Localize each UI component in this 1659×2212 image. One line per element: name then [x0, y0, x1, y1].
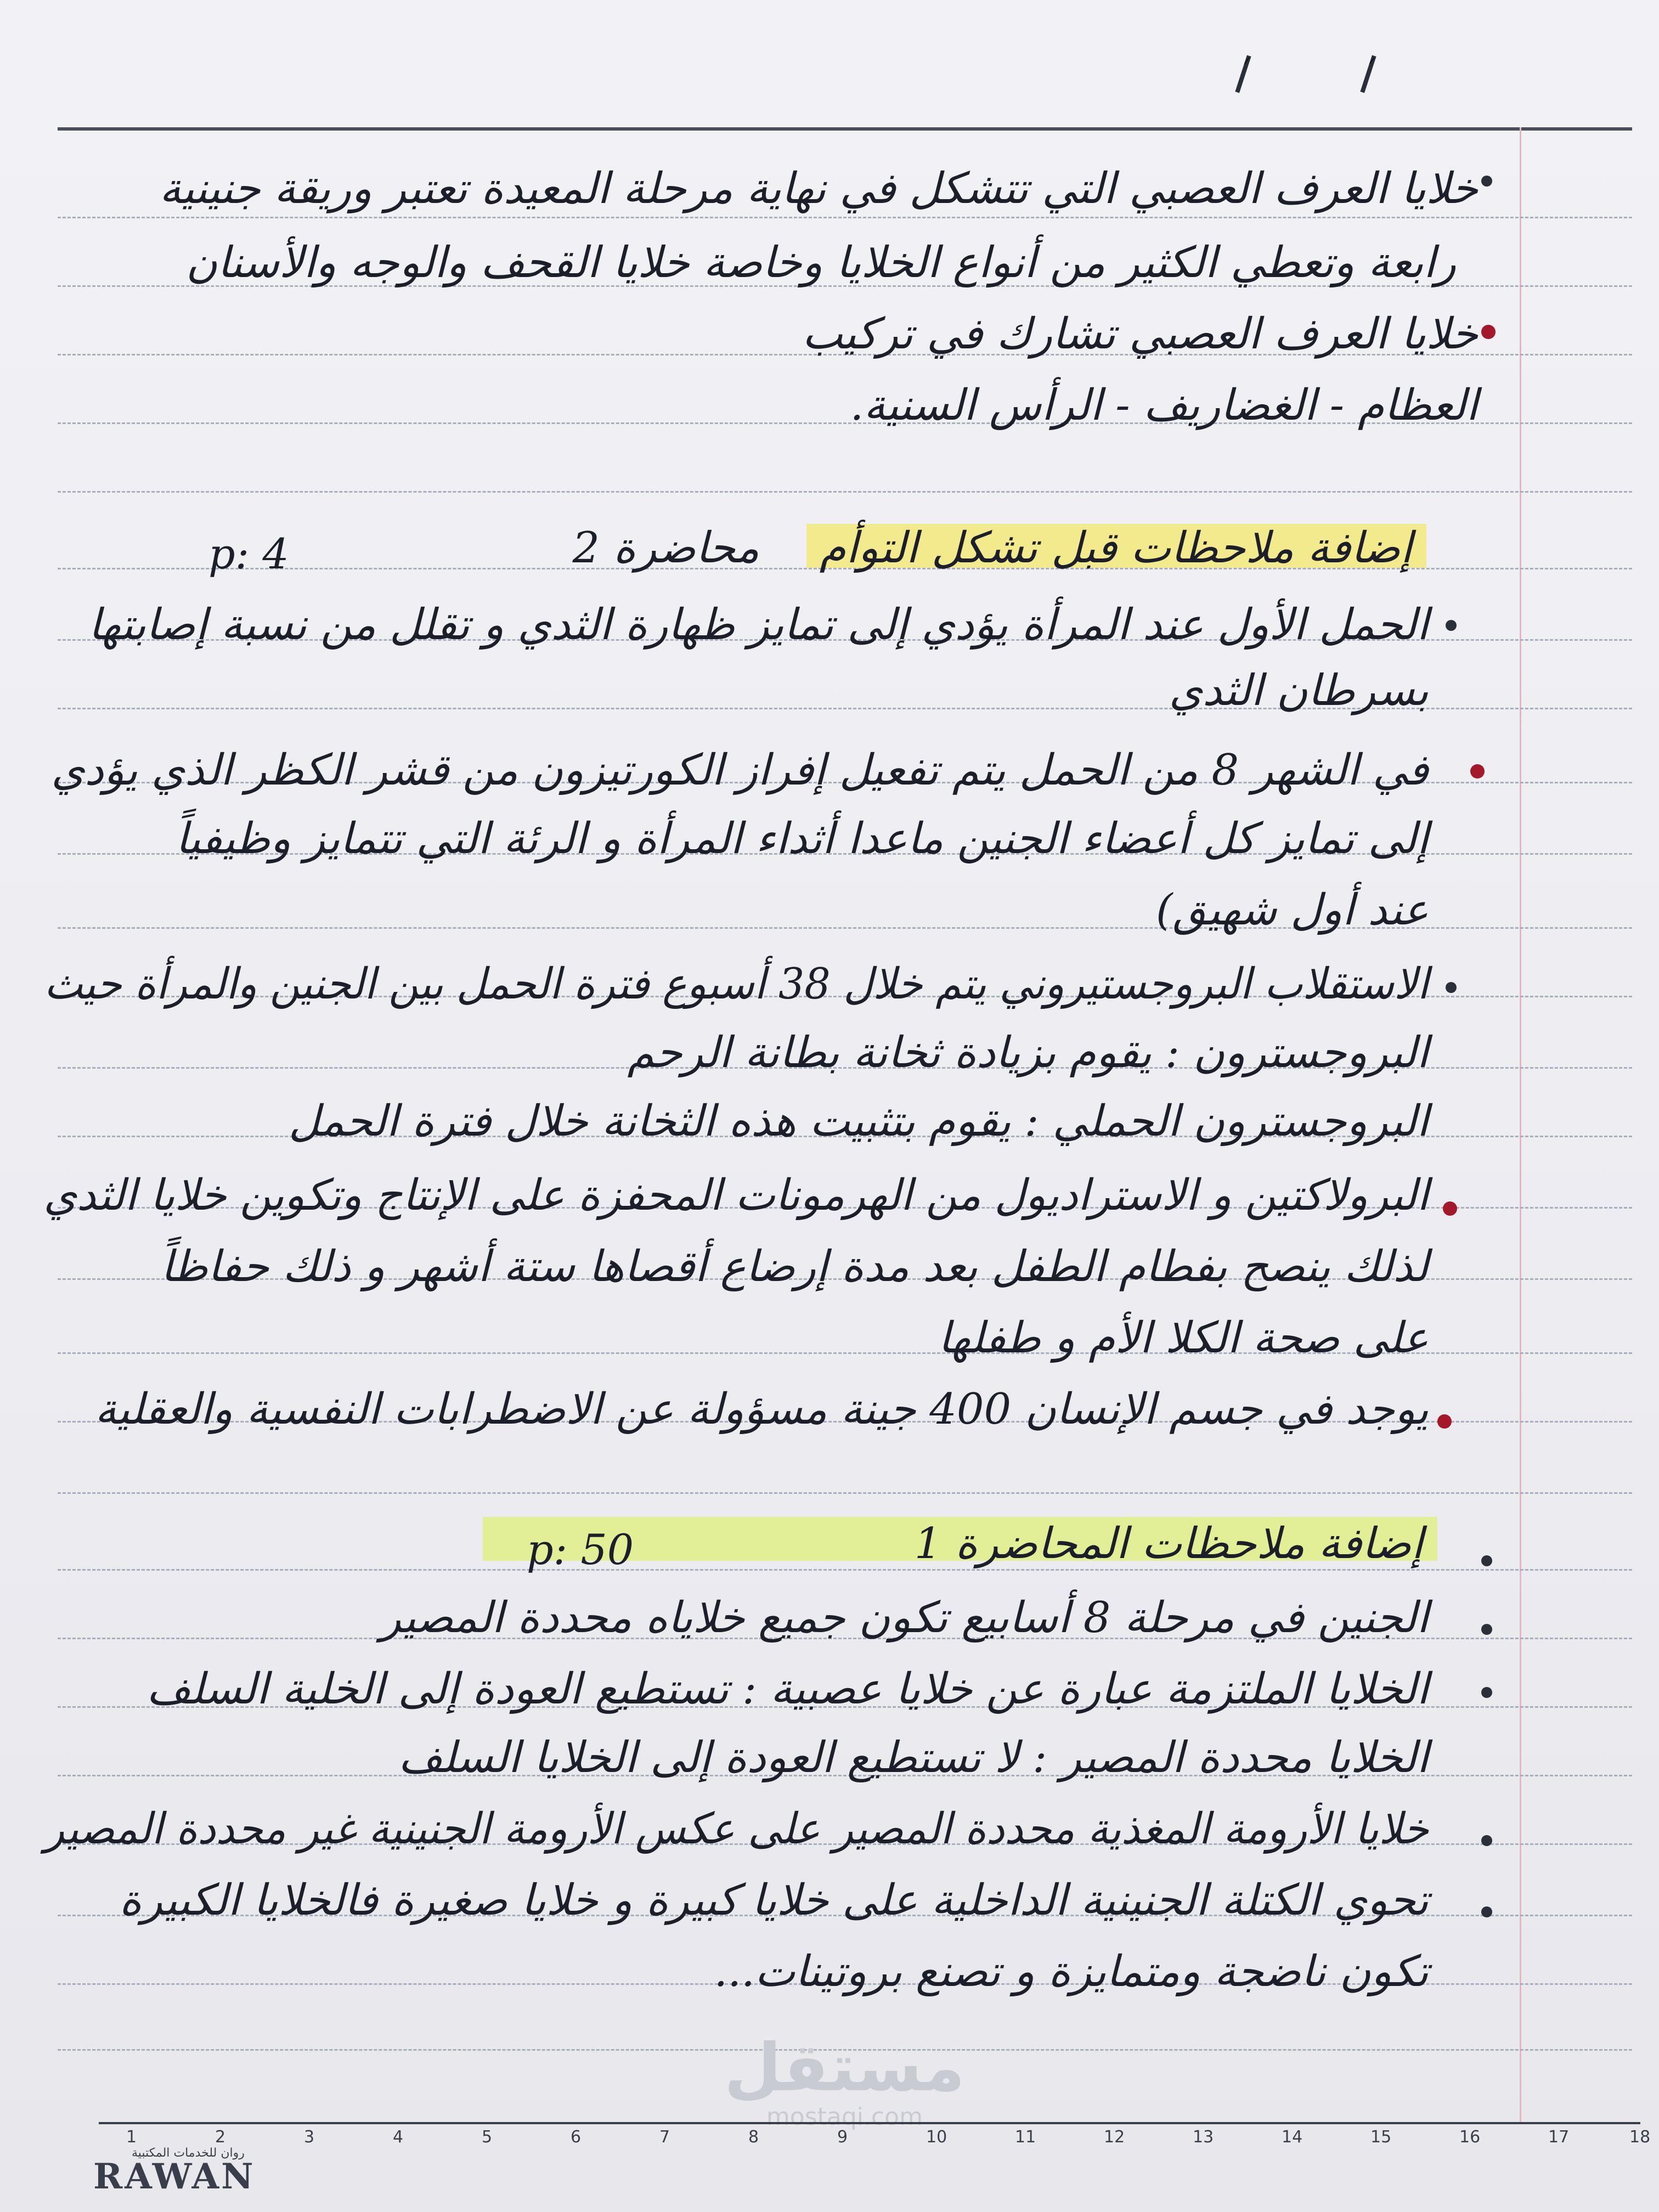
page-reference: p: 50 — [527, 1525, 634, 1574]
note-line: البروجسترون : يقوم بزيادة ثخانة بطانة الرحم — [627, 1028, 1429, 1077]
section-title: إضافة ملاحظات المحاضرة 1 — [914, 1519, 1423, 1568]
bullet-dot — [1481, 1624, 1492, 1635]
bottom-ruler — [99, 2122, 1640, 2146]
tick-mark: / — [1235, 55, 1251, 93]
ruler-number: 7 — [659, 2128, 670, 2147]
bullet-dot — [1437, 1414, 1452, 1429]
ruler-number: 6 — [571, 2128, 582, 2147]
bullet-dot — [1481, 1555, 1492, 1566]
section-title: إضافة ملاحظات قبل تشكل التوأم — [819, 523, 1412, 573]
note-line: في الشهر 8 من الحمل يتم تفعيل إفراز الكورتيزون من قشر الكظر الذي يؤدي — [51, 746, 1429, 795]
note-line: خلايا العرف العصبي تشارك في تركيب — [802, 309, 1478, 359]
watermark-arabic: مستقل — [724, 2030, 965, 2106]
ruler-number: 11 — [1015, 2128, 1036, 2147]
brand-subtitle: روان للخدمات المكتبية — [132, 2146, 245, 2160]
lecture-label: محاضرة 2 — [572, 523, 759, 573]
ruler-number: 10 — [926, 2128, 947, 2147]
ruler-number: 2 — [215, 2128, 226, 2147]
note-line: رابعة وتعطي الكثير من أنواع الخلايا وخاصة خلايا القحف والوجه والأسنان — [185, 238, 1456, 287]
watermark-url: mostaqi.com — [766, 2103, 923, 2131]
note-line: خلايا العرف العصبي التي تتشكل في نهاية مرحلة المعيدة تعتبر وريقة جنينية — [159, 164, 1478, 213]
note-line: يوجد في جسم الإنسان 400 جينة مسؤولة عن الاضطرابات النفسية والعقلية — [94, 1385, 1429, 1434]
note-line: لذلك ينصح بفطام الطفل بعد مدة إرضاع أقصاها ستة أشهر و ذلك حفاظاً — [160, 1242, 1429, 1291]
watermark — [724, 2030, 965, 2131]
bullet-dot — [1446, 982, 1457, 993]
bullet-dot — [1481, 1835, 1492, 1846]
note-line: البروجسترون الحملي : يقوم بتثبيت هذه الثخانة خلال فترة الحمل — [288, 1097, 1429, 1146]
ruler-number: 15 — [1370, 2128, 1392, 2147]
note-line: الخلايا الملتزمة عبارة عن خلايا عصبية : تستطيع العودة إلى الخلية السلف — [146, 1664, 1429, 1714]
note-line: الاستقلاب البروجستيروني يتم خلال 38 أسبوع فترة الحمل بين الجنين والمرأة حيث — [44, 960, 1429, 1009]
note-line: بسرطان الثدي — [1169, 666, 1429, 715]
bullet-dot — [1481, 176, 1492, 187]
bullet-dot — [1470, 764, 1485, 778]
note-line: خلايا الأرومة المغذية محددة المصير على عكس الأرومة الجنينية غير محددة المصير — [44, 1804, 1429, 1854]
page-reference: p: 4 — [208, 529, 289, 578]
note-line: العظام - الغضاريف - الرأس السنية. — [850, 381, 1478, 430]
brand-logo: RAWAN — [93, 2156, 256, 2197]
ruler-number: 9 — [837, 2128, 848, 2147]
note-line: على صحة الكلا الأم و طفلها — [938, 1313, 1429, 1363]
note-line: الحمل الأول عند المرأة يؤدي إلى تمايز ظهارة الثدي و تقلل من نسبة إصابتها — [88, 600, 1429, 650]
bullet-dot — [1443, 1201, 1457, 1216]
margin-line — [1520, 127, 1521, 2124]
ruler-number: 16 — [1459, 2128, 1481, 2147]
tick-mark: / — [1360, 55, 1376, 93]
header-rule — [58, 127, 1632, 131]
note-line: تحوي الكتلة الجنينية الداخلية على خلايا كبيرة و خلايا صغيرة فالخلايا الكبيرة — [119, 1876, 1429, 1925]
note-line: إلى تمايز كل أعضاء الجنين ماعدا أثداء المرأة و الرئة التي تتمايز وظيفياً — [175, 814, 1429, 864]
note-line: الجنين في مرحلة 8 أسابيع تكون جميع خلاياه محددة المصير — [380, 1593, 1429, 1643]
ruler-number: 8 — [748, 2128, 759, 2147]
ruler-number: 3 — [304, 2128, 315, 2147]
ruler-number: 12 — [1104, 2128, 1125, 2147]
ruler-number: 1 — [126, 2128, 137, 2147]
bullet-dot — [1481, 325, 1496, 339]
ruler-number: 13 — [1193, 2128, 1214, 2147]
note-line: عند أول شهيق) — [1156, 885, 1429, 935]
note-line: البرولاكتين و الاستراديول من الهرمونات المحفزة على الإنتاج وتكوين خلايا الثدي — [43, 1171, 1429, 1220]
ruler-number: 14 — [1282, 2128, 1303, 2147]
bullet-dot — [1481, 1687, 1492, 1698]
ruler-number: 5 — [482, 2128, 493, 2147]
bullet-dot — [1481, 1906, 1492, 1917]
bullet-dot — [1446, 620, 1457, 631]
note-line: تكون ناضجة ومتمايزة و تصنع بروتينات... — [714, 1947, 1429, 1996]
ruler-number: 18 — [1629, 2128, 1651, 2147]
note-line: الخلايا محددة المصير : لا تستطيع العودة إلى الخلايا السلف — [398, 1733, 1429, 1782]
ruler-number: 4 — [393, 2128, 404, 2147]
ruler-number: 17 — [1548, 2128, 1570, 2147]
